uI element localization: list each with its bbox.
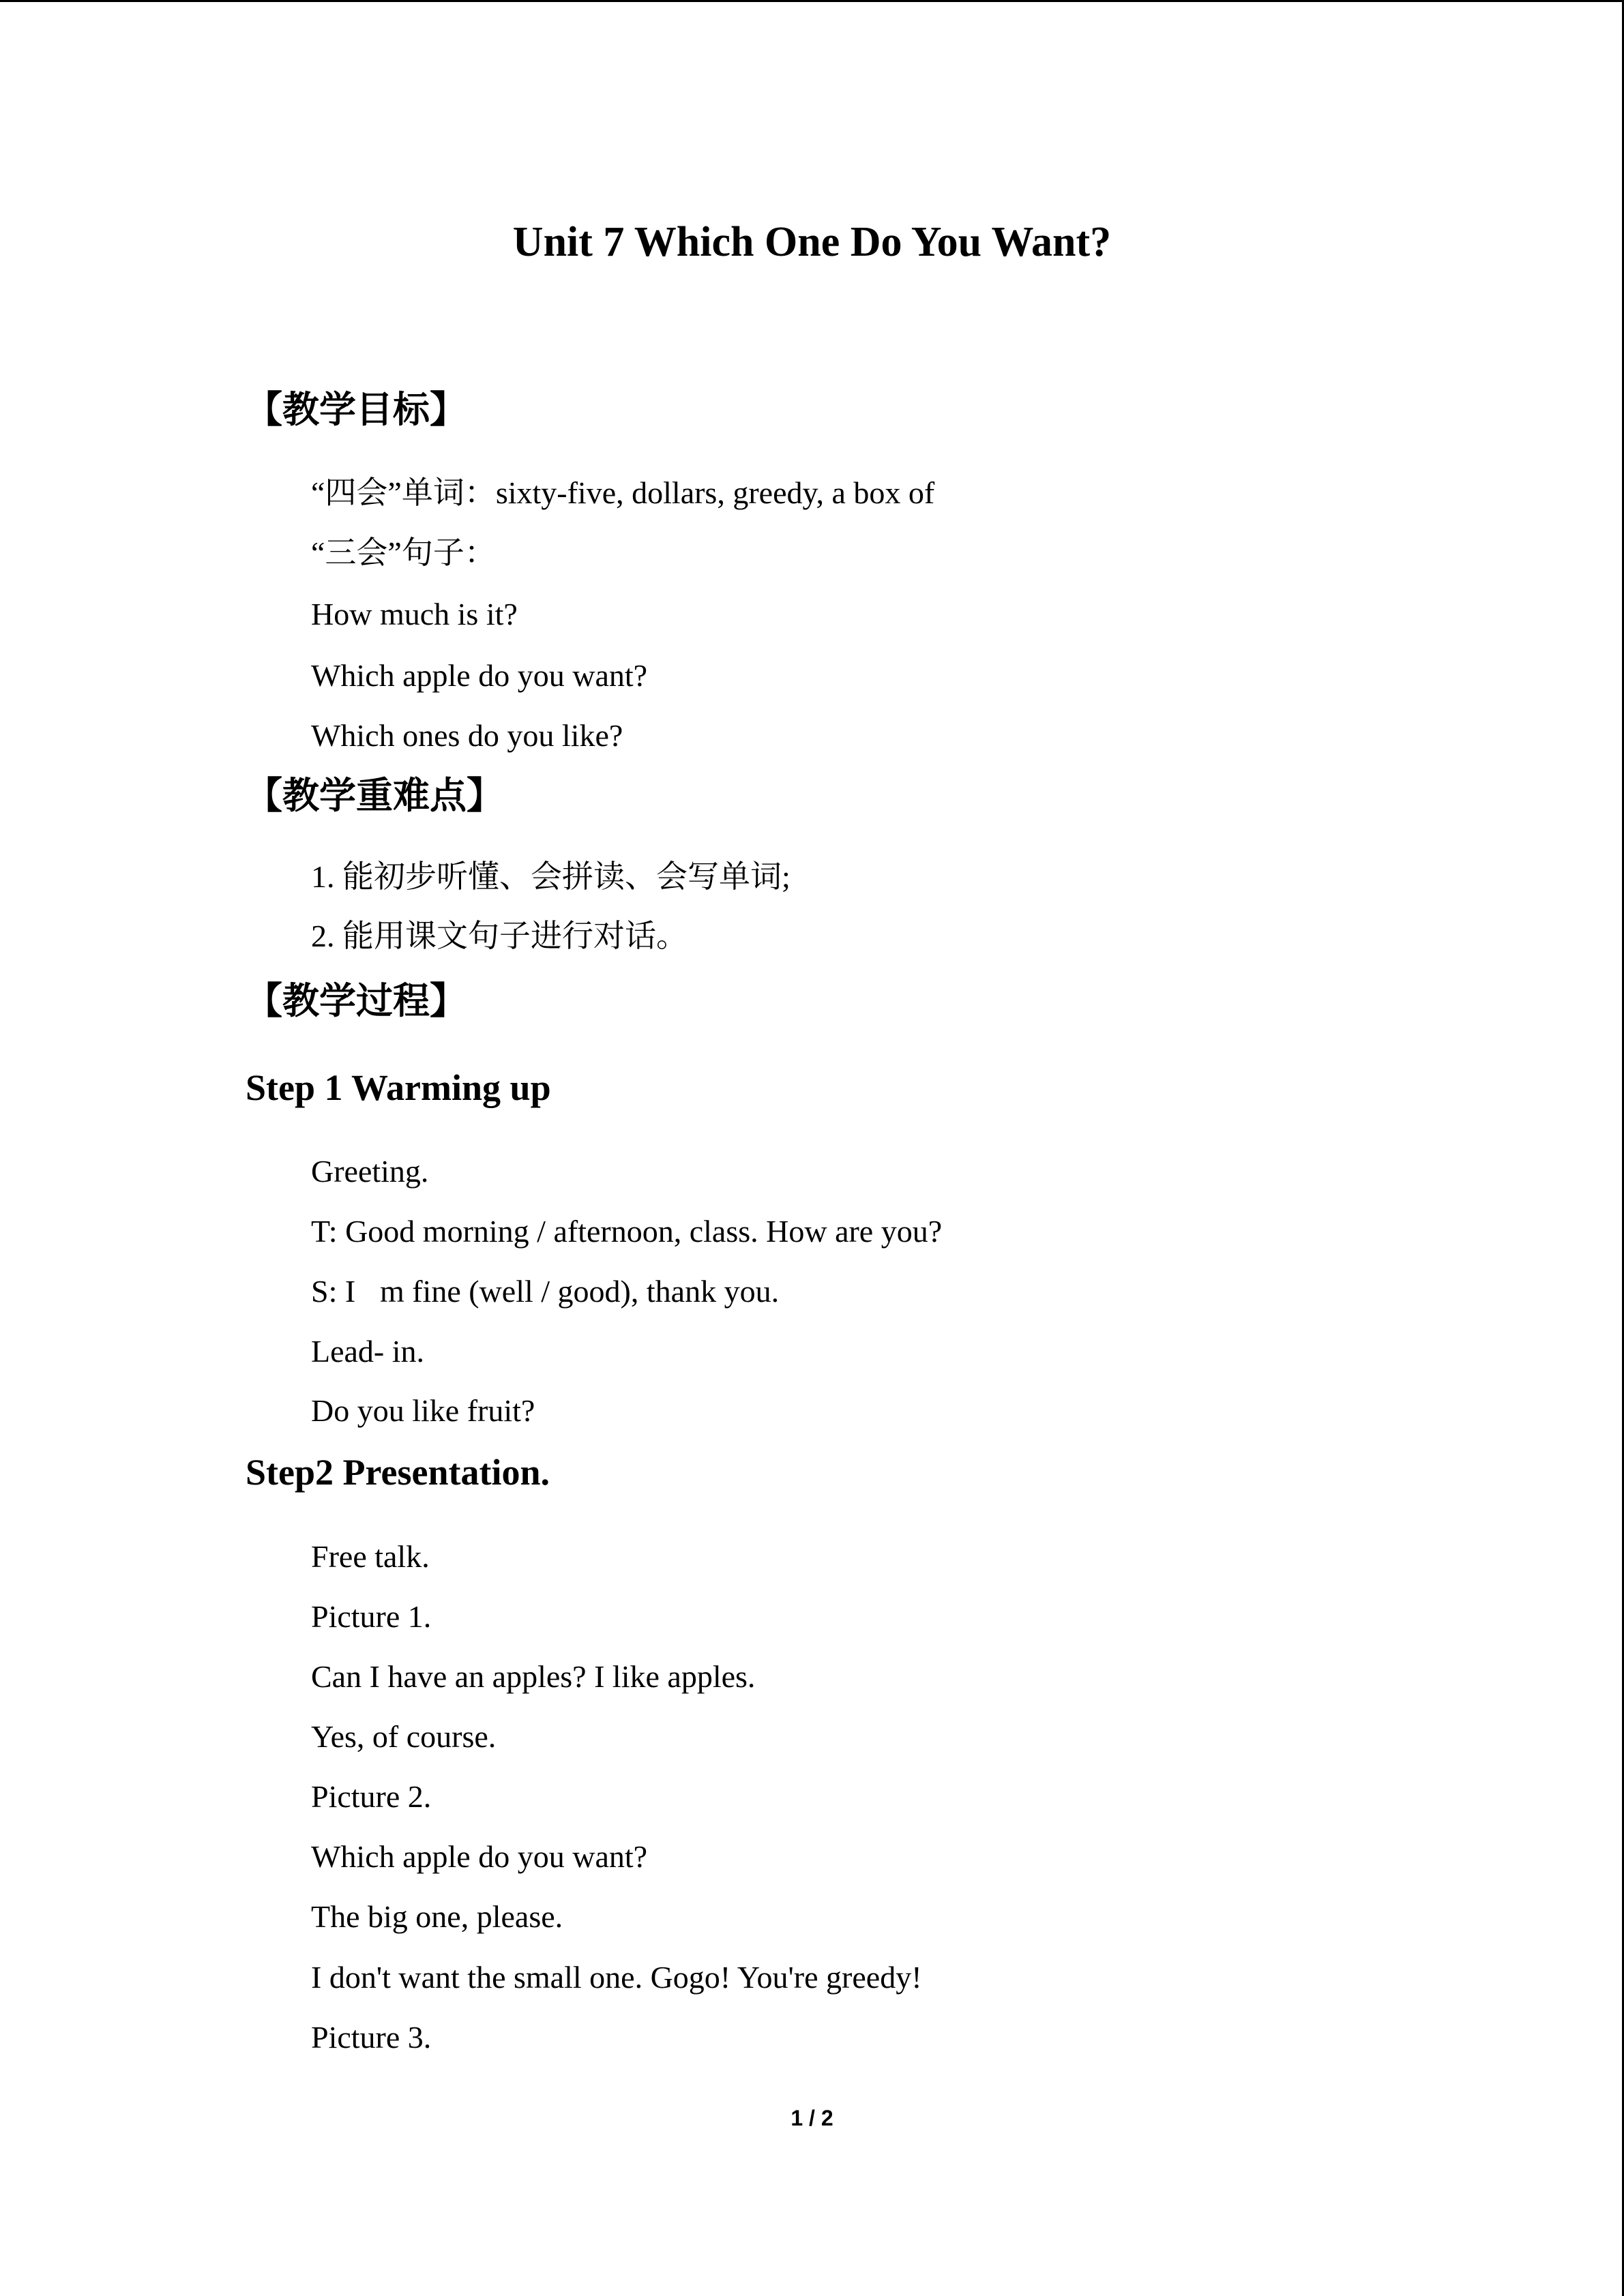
key-point-item: 2. 能用课文句子进行对话。 (311, 919, 688, 953)
step1-heading: Step 1 Warming up (246, 1067, 551, 1108)
section-heading-objectives: 【教学目标】 (246, 388, 467, 431)
step2-line: Picture 3. (311, 2020, 432, 2055)
step1-line: T: Good morning / afternoon, class. How are you? (311, 1214, 943, 1249)
objective-words: “四会”单词：sixty-five, dollars, greedy, a box of (311, 475, 935, 510)
step2-line: Free talk. (311, 1539, 430, 1574)
objective-sentence: Which apple do you want? (311, 658, 648, 693)
document-title: Unit 7 Which One Do You Want? (512, 219, 1112, 265)
step2-line: Picture 2. (311, 1779, 432, 1814)
step2-line: Yes, of course. (311, 1719, 497, 1754)
page-number: 1 / 2 (791, 2106, 833, 2130)
key-point-item: 1. 能初步听懂、会拼读、会写单词; (311, 859, 791, 894)
objective-sentence: Which ones do you like? (311, 718, 623, 753)
step1-line: S: I m fine (well / good), thank you. (311, 1274, 780, 1309)
step1-line: Lead- in. (311, 1334, 425, 1369)
step1-line: Greeting. (311, 1154, 429, 1189)
step2-line: I don't want the small one. Gogo! You're greedy! (311, 1960, 922, 1995)
step2-line: Picture 1. (311, 1599, 432, 1634)
step2-line: The big one, please. (311, 1899, 563, 1934)
objective-sentence: How much is it? (311, 597, 518, 631)
section-heading-key-points: 【教学重难点】 (246, 774, 503, 817)
section-heading-process: 【教学过程】 (246, 979, 467, 1022)
step1-line: Do you like fruit? (311, 1393, 535, 1428)
objective-sentences-label: “三会”句子： (311, 535, 496, 570)
step2-heading: Step2 Presentation. (246, 1452, 550, 1493)
step2-line: Can I have an apples? I like apples. (311, 1659, 756, 1694)
step2-line: Which apple do you want? (311, 1839, 648, 1874)
